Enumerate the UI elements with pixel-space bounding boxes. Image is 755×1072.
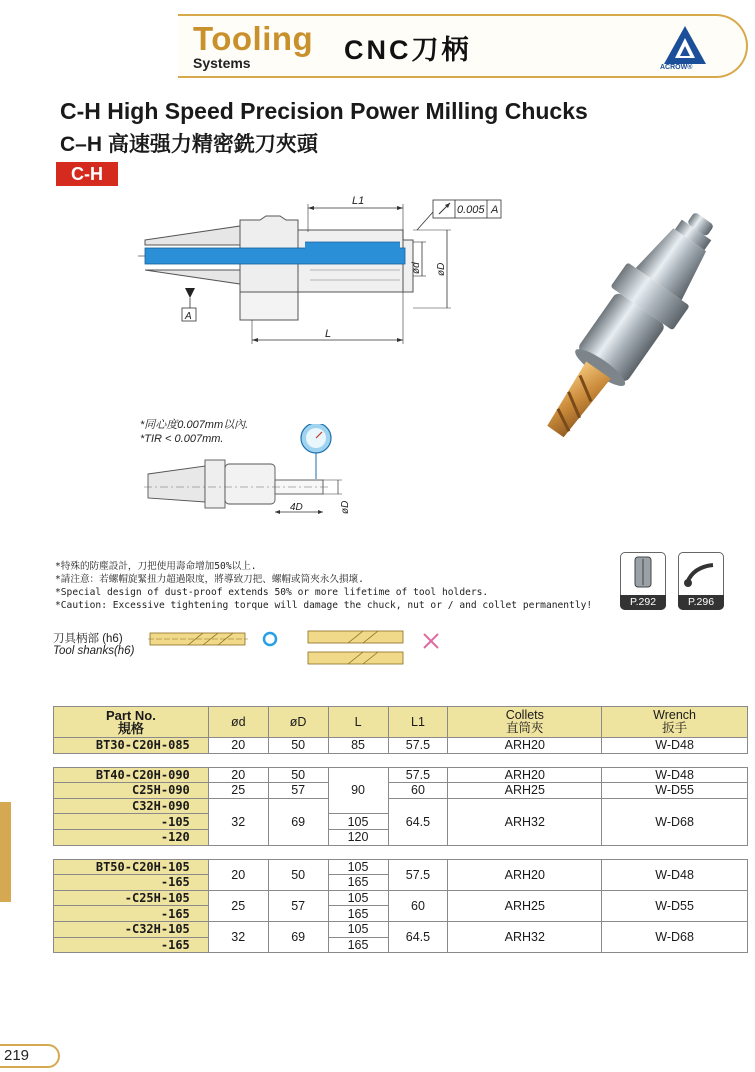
brand-logo-text: Tooling: [193, 20, 314, 57]
tolerance-value: 0.005: [457, 204, 485, 216]
col-part-no: Part No. 規格: [54, 707, 209, 738]
note-line: *Special design of dust-proof extends 50% or more lifetime of tool holders.: [55, 587, 489, 598]
table-row: C25H-090 25 57 60 ARH25 W-D55: [54, 783, 748, 799]
table-row: -C25H-105 25 57 105 60 ARH25 W-D55: [54, 890, 748, 906]
table-row: BT30-C20H-085 20 50 85 57.5 ARH20 W-D48: [54, 738, 748, 754]
logo-wordmark: ACROW®: [660, 64, 693, 71]
section-title: CNC刀柄: [344, 35, 472, 65]
page-title-cn: C–H 高速强力精密銑刀夾頭: [60, 133, 318, 156]
datum-label: A: [185, 311, 192, 322]
wrench-reference[interactable]: [678, 552, 724, 610]
tir-note: [140, 418, 248, 446]
technical-drawing: [130, 190, 510, 350]
spec-table: [53, 706, 748, 953]
col-l1: L1: [388, 707, 448, 738]
table-row: -105 105: [54, 814, 748, 830]
tool-shank-diagram: [148, 625, 448, 670]
note-line: *請注意：若螺帽旋緊扭力超過限度，將導致刀把、螺帽或筒夾永久損壞.: [55, 574, 364, 585]
col-bigd: øD: [268, 707, 328, 738]
table-row: C32H-090 32 69 64.5 ARH32 W-D68: [54, 798, 748, 814]
collet-reference[interactable]: [620, 552, 666, 610]
dim-l1-label: L1: [352, 195, 365, 207]
table-row: -165 165: [54, 875, 748, 891]
col-wrench: Wrench 扳手: [602, 707, 748, 738]
tir-note-en: *TIR < 0.007mm.: [140, 433, 224, 445]
wrench-ref-page: P.296: [678, 595, 724, 610]
dim-l-label: L: [325, 328, 332, 340]
table-row: BT50-C20H-105 20 50 105 57.5 ARH20 W-D48: [54, 859, 748, 875]
table-row: -165 165: [54, 906, 748, 922]
dim-d-label: ød: [411, 262, 422, 274]
table-header-row: [54, 707, 748, 738]
col-d: ød: [208, 707, 268, 738]
side-tab-marker: [0, 802, 11, 902]
shank-label-en: Tool shanks(h6): [53, 645, 135, 657]
model-tag: C-H: [56, 162, 118, 186]
dim-4d-label: 4D: [290, 502, 303, 513]
col-collets: Collets 直筒夾: [448, 707, 602, 738]
page-number: 219: [4, 1047, 30, 1064]
page-title-en: C-H High Speed Precision Power Milling Chucks: [60, 98, 588, 124]
brand-sub-text: Systems: [193, 55, 251, 71]
collet-ref-page: P.292: [620, 595, 666, 610]
shank-label-cn: 刀具柄部 (h6): [53, 633, 123, 645]
ok-icon: [264, 633, 276, 645]
tir-dim-d-label: øD: [340, 500, 351, 514]
col-l: L: [328, 707, 388, 738]
note-line: *特殊的防塵設計，刀把使用壽命增加50%以上.: [55, 561, 257, 572]
table-row: -165 165: [54, 937, 748, 953]
wrench-icon: [679, 553, 723, 593]
notes-block: [55, 560, 592, 612]
note-line: *Caution: Excessive tightening torque will damage the chuck, nut or / and collet permanently!: [55, 600, 593, 611]
dim-bigd-label: øD: [436, 262, 447, 276]
chuck-product-image: [500, 195, 745, 460]
tir-note-cn: *同心度0.007mm以內.: [140, 419, 249, 431]
tolerance-datum: A: [491, 204, 499, 216]
table-row: -C32H-105 32 69 105 64.5 ARH32 W-D68: [54, 921, 748, 937]
table-row: BT40-C20H-090 20 50 90 57.5 ARH20 W-D48: [54, 767, 748, 783]
collet-icon: [621, 553, 665, 593]
table-row: -120 120: [54, 829, 748, 845]
